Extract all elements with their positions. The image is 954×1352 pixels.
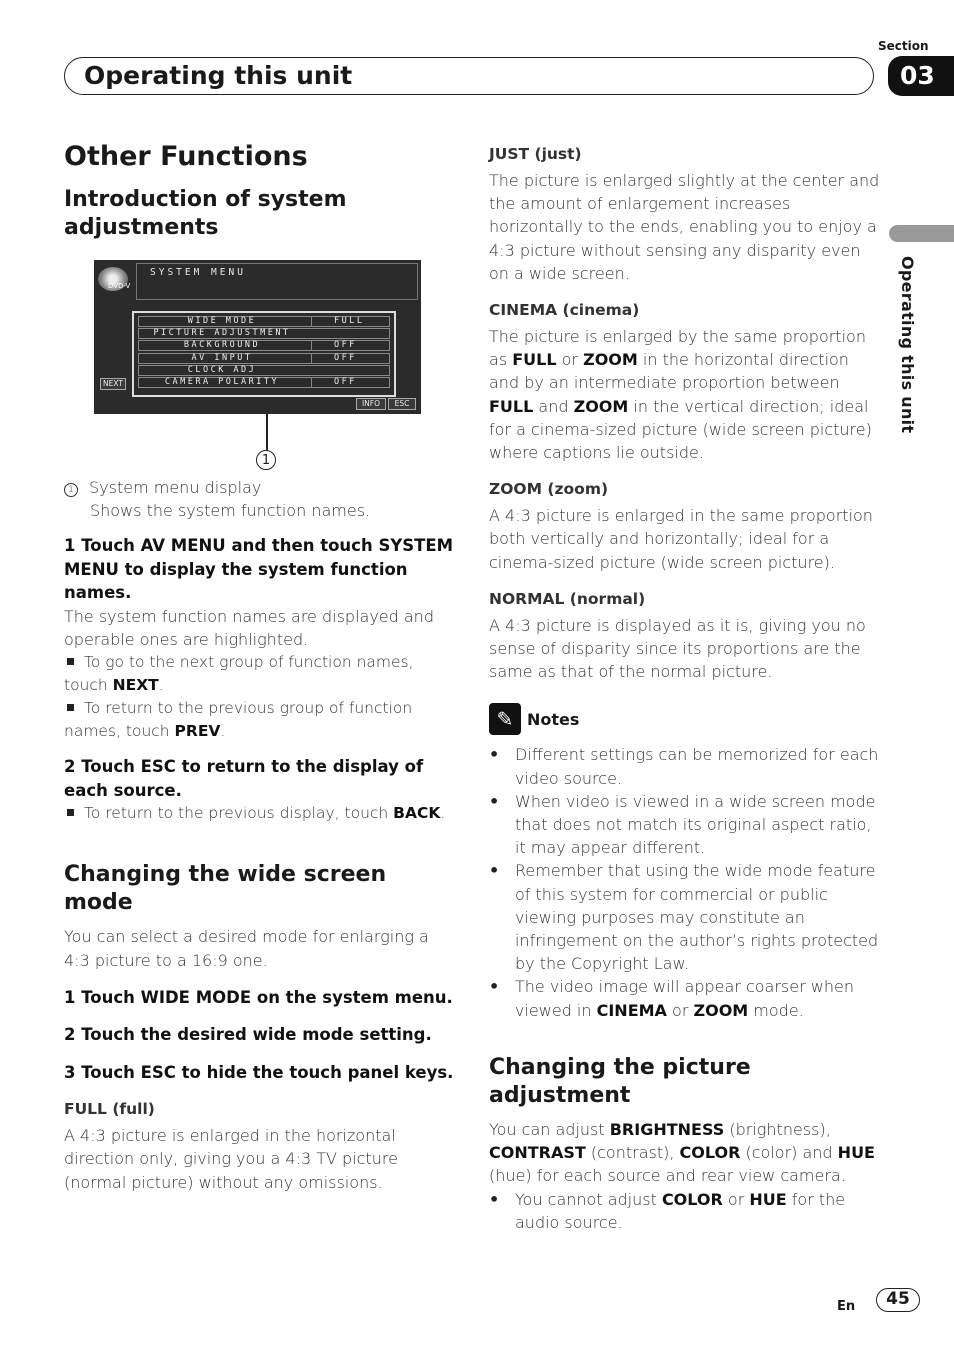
term-just: JUST (just) [489, 145, 582, 163]
menu-row[interactable]: BACKGROUND OFF [138, 340, 390, 351]
heading-picture-adjustment: Changing the picture adjustment [489, 1054, 751, 1108]
heading-intro-system: Introduction of system adjustments [64, 187, 347, 240]
notes-list [489, 743, 881, 1021]
note-item: • When video is viewed in a wide screen mode that does not match its original aspect ratio, it may appear different. [489, 790, 881, 860]
step-1-body: The system function names are displayed and operable ones are highlighted. [64, 606, 434, 650]
legend-number: 1 [64, 483, 78, 497]
system-menu-screenshot [94, 260, 421, 414]
normal-description: A 4:3 picture is displayed as it is, giving you no sense of disparity since its proportions are the same as that of the normal picture. [489, 615, 866, 682]
square-bullet-icon [67, 704, 74, 711]
bullet-prev: To return to the previous group of function names, touch PREV. [64, 699, 413, 741]
step-2: 2 Touch ESC to return to the display of each source. [64, 757, 424, 800]
bullet-next: To go to the next group of function names, touch NEXT. [64, 653, 414, 695]
note-item: • Remember that using the wide mode feature of this system for commercial or public viewing purposes may constitute an infringement on the author’s rights protected by the Copyright Law. [489, 859, 881, 975]
term-zoom: ZOOM (zoom) [489, 480, 609, 499]
square-bullet-icon [67, 809, 74, 816]
menu-row[interactable]: WIDE MODE FULL [138, 316, 390, 327]
picture-description: You can adjust BRIGHTNESS (brightness), CONTRAST (contrast), COLOR (color) and HUE (hue) for each source and rear view camera. [489, 1119, 875, 1186]
legend-description: Shows the system function names. [90, 501, 371, 521]
term-full: FULL (full) [64, 1100, 155, 1119]
screen-menu-title: SYSTEM MENU [150, 267, 246, 278]
esc-button[interactable]: ESC [388, 398, 416, 410]
dvd-label: DVD-V [108, 282, 131, 290]
page-header-title: Operating this unit [84, 61, 353, 90]
term-cinema: CINEMA (cinema) [489, 301, 640, 320]
term-normal: NORMAL (normal) [489, 589, 646, 608]
menu-row[interactable]: CAMERA POLARITY OFF [138, 377, 390, 388]
callout-line [266, 413, 268, 451]
info-button[interactable]: INFO [356, 398, 386, 410]
full-description: A 4:3 picture is enlarged in the horizontal direction only, giving you a 4:3 TV picture (normal picture) without any omissions. [64, 1126, 398, 1192]
section-number-badge: 03 [888, 56, 954, 96]
next-button[interactable]: NEXT [100, 378, 126, 390]
callout-number: 1 [256, 450, 276, 470]
notes-heading: ✎ Notes [489, 703, 881, 735]
cinema-description: The picture is enlarged by the same proportion as FULL or ZOOM in the horizontal direction and by an intermediate proportion between FULL and ZOOM in the vertical direction; ideal for a cinema-sized picture (wide screen picture) where captions lie outside. [489, 327, 872, 463]
note-item: • The video image will appear coarser when viewed in CINEMA or ZOOM mode. [489, 975, 881, 1021]
language-label: En [837, 1299, 856, 1314]
wide-step-1: 1 Touch WIDE MODE on the system menu. [64, 987, 453, 1007]
callout [94, 414, 454, 476]
note-item: • Different settings can be memorized for each video source. [489, 743, 881, 789]
bullet-back: To return to the previous display, touch BACK. [64, 802, 454, 825]
just-description: The picture is enlarged slightly at the center and the amount of enlargement increases horizontally to the ends, enabling you to enjoy a 4:3 picture without sensing any disparity even on a wide screen. [489, 171, 880, 283]
wide-step-2: 2 Touch the desired wide mode setting. [64, 1025, 432, 1045]
note-item: • You cannot adjust COLOR or HUE for the audio source. [489, 1188, 881, 1234]
heading-wide-screen: Changing the wide screen mode [64, 862, 387, 916]
side-tab-label: Operating this unit [898, 256, 917, 434]
step-1: 1 Touch AV MENU and then touch SYSTEM MENU to display the system function names. [64, 536, 454, 603]
picture-notes [489, 1188, 881, 1234]
legend-item: 1 System menu display [64, 476, 454, 499]
wide-intro: You can select a desired mode for enlarging a 4:3 picture to a 16:9 one. [64, 927, 429, 970]
page-title: Other Functions [64, 141, 308, 172]
pencil-note-icon: ✎ [489, 703, 521, 735]
wide-step-3: 3 Touch ESC to hide the touch panel keys. [64, 1062, 454, 1082]
side-tab-marker [889, 225, 954, 242]
section-label: Section [878, 39, 929, 53]
right-column [489, 143, 881, 1234]
menu-row[interactable]: PICTURE ADJUSTMENT [138, 328, 390, 339]
zoom-description: A 4:3 picture is enlarged in the same proportion both vertically and horizontally; ideal for a cinema-sized picture (wide screen picture). [489, 506, 873, 572]
menu-row[interactable]: AV INPUT OFF [138, 353, 390, 364]
page-number: 45 [876, 1288, 920, 1312]
left-column [64, 140, 454, 1194]
menu-row[interactable]: CLOCK ADJ [138, 365, 390, 376]
square-bullet-icon [67, 658, 74, 665]
